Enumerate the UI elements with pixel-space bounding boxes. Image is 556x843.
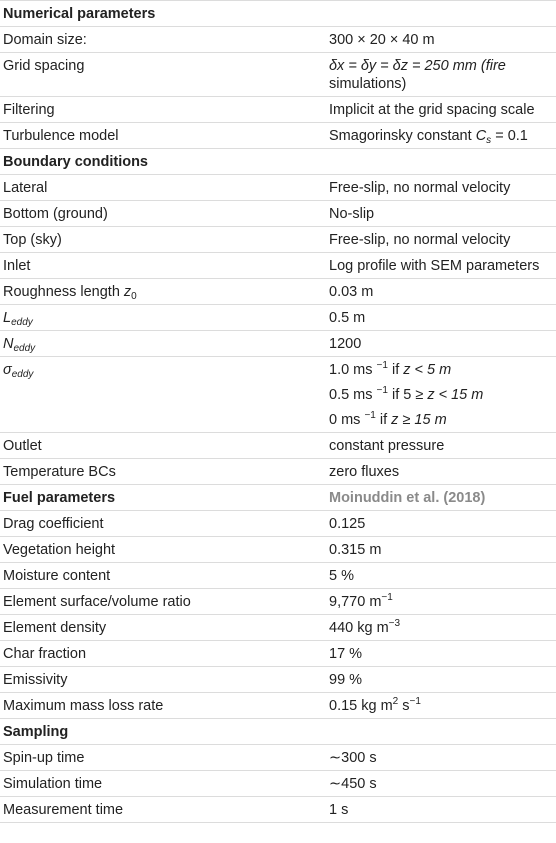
label-text: Roughness length bbox=[3, 284, 124, 300]
symbol: z bbox=[123, 284, 132, 300]
param-value: 300 × 20 × 40 m bbox=[329, 27, 556, 53]
subscript: eddy bbox=[11, 317, 33, 328]
table-row bbox=[0, 641, 556, 667]
value-text: Smagorinsky constant bbox=[329, 128, 476, 144]
symbol: C bbox=[475, 128, 487, 144]
param-label bbox=[0, 305, 329, 331]
param-value: ∼300 s bbox=[329, 745, 556, 771]
param-value bbox=[329, 693, 556, 719]
symbol: σ bbox=[3, 362, 12, 378]
param-label: Lateral bbox=[0, 175, 329, 201]
table-row bbox=[0, 615, 556, 641]
param-value bbox=[329, 357, 556, 383]
section-row-sampling bbox=[0, 719, 556, 745]
table-row bbox=[0, 433, 556, 459]
param-value: 1200 bbox=[329, 331, 556, 357]
table-row bbox=[0, 175, 556, 201]
param-value bbox=[329, 123, 556, 149]
param-value: Free-slip, no normal velocity bbox=[329, 175, 556, 201]
value-text: s bbox=[398, 698, 410, 714]
param-label: Vegetation height bbox=[0, 537, 329, 563]
symbol: L bbox=[3, 310, 12, 326]
param-label bbox=[0, 279, 329, 305]
param-label: Domain size: bbox=[0, 27, 329, 53]
value-text: 0.15 kg m bbox=[329, 698, 393, 714]
value-text: 0.5 ms bbox=[329, 387, 377, 403]
table-row bbox=[0, 797, 556, 823]
table-row bbox=[0, 407, 556, 433]
table-row bbox=[0, 201, 556, 227]
param-label: Char fraction bbox=[0, 641, 329, 667]
table-row bbox=[0, 563, 556, 589]
table-row bbox=[0, 53, 556, 97]
citation-link[interactable]: Moinuddin et al. (2018) bbox=[329, 485, 556, 511]
value-text: 0 ms bbox=[329, 412, 365, 428]
table-row bbox=[0, 279, 556, 305]
table-row bbox=[0, 459, 556, 485]
param-label-empty bbox=[0, 407, 329, 433]
param-label: Simulation time bbox=[0, 771, 329, 797]
table-row bbox=[0, 331, 556, 357]
param-value: 0.5 m bbox=[329, 305, 556, 331]
condition: z ≥ 15 m bbox=[391, 412, 447, 428]
grid-spacing-value-cont: simulations) bbox=[329, 76, 407, 92]
superscript: −1 bbox=[364, 410, 376, 421]
condition: z < 5 m bbox=[403, 362, 452, 378]
table-row bbox=[0, 771, 556, 797]
table-row bbox=[0, 227, 556, 253]
param-label: Top (sky) bbox=[0, 227, 329, 253]
value-text: if bbox=[387, 362, 404, 378]
value-text: 9,770 m bbox=[329, 594, 382, 610]
symbol: N bbox=[3, 336, 14, 352]
param-value: Free-slip, no normal velocity bbox=[329, 227, 556, 253]
table-row bbox=[0, 305, 556, 331]
table-row bbox=[0, 382, 556, 407]
section-heading: Boundary conditions bbox=[0, 149, 556, 175]
param-value bbox=[329, 382, 556, 407]
param-value: 17 % bbox=[329, 641, 556, 667]
table-row bbox=[0, 667, 556, 693]
superscript: −1 bbox=[409, 696, 421, 707]
section-row-numerical bbox=[0, 1, 556, 27]
param-value: 0.315 m bbox=[329, 537, 556, 563]
value-text: if bbox=[375, 412, 392, 428]
subscript: 0 bbox=[131, 291, 137, 302]
param-label: Emissivity bbox=[0, 667, 329, 693]
grid-spacing-value: δx = δy = δz = 250 mm (fire bbox=[329, 58, 506, 74]
param-label bbox=[0, 357, 329, 383]
subscript: eddy bbox=[11, 369, 34, 380]
table-row bbox=[0, 97, 556, 123]
param-label: Moisture content bbox=[0, 563, 329, 589]
param-value: No-slip bbox=[329, 201, 556, 227]
param-label: Measurement time bbox=[0, 797, 329, 823]
param-value bbox=[329, 615, 556, 641]
param-label: Spin-up time bbox=[0, 745, 329, 771]
param-value: constant pressure bbox=[329, 433, 556, 459]
param-value bbox=[329, 53, 556, 97]
param-label: Outlet bbox=[0, 433, 329, 459]
param-value: 99 % bbox=[329, 667, 556, 693]
table-row bbox=[0, 27, 556, 53]
param-value: 1 s bbox=[329, 797, 556, 823]
param-label: Drag coefficient bbox=[0, 511, 329, 537]
param-label: Element surface/volume ratio bbox=[0, 589, 329, 615]
superscript: −3 bbox=[388, 618, 401, 629]
table-row bbox=[0, 253, 556, 279]
param-label: Temperature BCs bbox=[0, 459, 329, 485]
param-value: 0.03 m bbox=[329, 279, 556, 305]
value-text: if 5 ≥ bbox=[387, 387, 428, 403]
table-row bbox=[0, 357, 556, 383]
table-row bbox=[0, 537, 556, 563]
param-value bbox=[329, 589, 556, 615]
table-row bbox=[0, 693, 556, 719]
table-row bbox=[0, 745, 556, 771]
param-value: ∼450 s bbox=[329, 771, 556, 797]
section-heading: Numerical parameters bbox=[0, 1, 556, 27]
table-row bbox=[0, 123, 556, 149]
section-row-boundary bbox=[0, 149, 556, 175]
value-text: 1.0 ms bbox=[329, 362, 377, 378]
section-heading: Fuel parameters bbox=[0, 485, 329, 511]
section-row-fuel bbox=[0, 485, 556, 511]
subscript: s bbox=[486, 135, 492, 146]
param-value: Log profile with SEM parameters bbox=[329, 253, 556, 279]
superscript: 2 bbox=[392, 696, 399, 707]
param-value: 5 % bbox=[329, 563, 556, 589]
param-label: Element density bbox=[0, 615, 329, 641]
param-label bbox=[0, 331, 329, 357]
superscript: −1 bbox=[376, 385, 388, 396]
param-value: 0.125 bbox=[329, 511, 556, 537]
param-value: zero fluxes bbox=[329, 459, 556, 485]
value-text: = 0.1 bbox=[491, 128, 528, 144]
param-value: Implicit at the grid spacing scale bbox=[329, 97, 556, 123]
param-label: Bottom (ground) bbox=[0, 201, 329, 227]
param-label: Inlet bbox=[0, 253, 329, 279]
table-row bbox=[0, 511, 556, 537]
param-label: Turbulence model bbox=[0, 123, 329, 149]
param-value bbox=[329, 407, 556, 433]
param-label-empty bbox=[0, 382, 329, 407]
table-row bbox=[0, 589, 556, 615]
param-label: Filtering bbox=[0, 97, 329, 123]
condition: z < 15 m bbox=[427, 387, 484, 403]
section-heading: Sampling bbox=[0, 719, 556, 745]
superscript: −1 bbox=[381, 592, 393, 603]
param-label: Grid spacing bbox=[0, 53, 329, 97]
value-text: 440 kg m bbox=[329, 620, 389, 636]
subscript: eddy bbox=[13, 343, 36, 354]
superscript: −1 bbox=[376, 360, 388, 371]
param-label: Maximum mass loss rate bbox=[0, 693, 329, 719]
